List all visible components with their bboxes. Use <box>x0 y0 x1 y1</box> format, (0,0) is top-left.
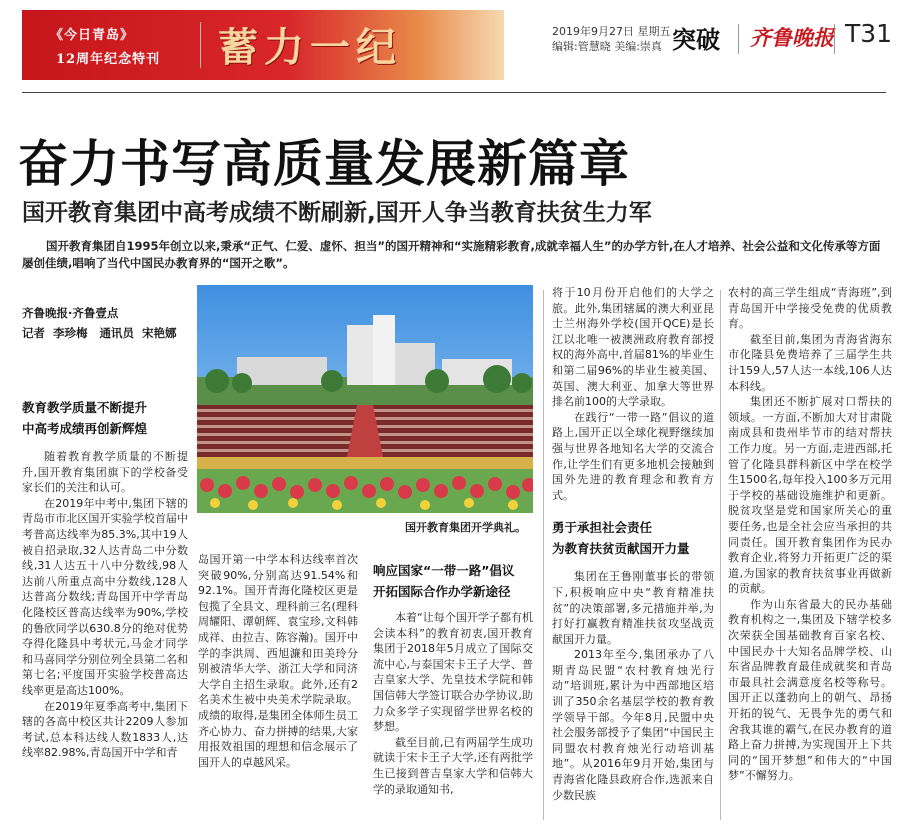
paragraph: 截至目前,已有两届学生成功就读于宋卡王子大学,还有两批学生已接到普吉皇家大学和信韩大学的录取通知书, <box>373 735 533 796</box>
article-body <box>373 610 533 797</box>
calligraphy-title: 蓄力一纪 <box>218 24 402 71</box>
paragraph: 农村的高三学生组成“青海班”,到青岛国开中学接受免费的优质教育。 <box>728 286 892 331</box>
date-info <box>552 24 671 54</box>
section-kicker: 开拓国际合作办学新途径 <box>373 584 511 599</box>
byline-org: 齐鲁晚报·齐鲁壹点 <box>22 306 119 320</box>
banner-divider <box>200 22 201 68</box>
masthead-banner <box>22 10 504 80</box>
paragraph: 作为山东省最大的民办基础教育机构之一,集团及下辖学校多次荣获全国基础教育百家名校、中国民办十大知名品牌学校、山东省品牌教育最佳成就奖和青岛市最具社会满意度名校等称号。国开正以蓬勃向上的朝气、昂扬开拓的锐气、无畏争先的勇气和舍我其谁的霸气,在民办教育的道路上奋力拼搏,为实现国开上下共同的“国开梦想”和伟大的“中国梦”不懈努力。 <box>728 597 892 783</box>
section-name: 突破 <box>672 26 720 54</box>
headline: 奋力书写高质量发展新篇章 <box>18 135 630 193</box>
correspondent-label: 通讯员 <box>99 326 135 340</box>
editor-credit: 编辑:管慧晓 美编:崇真 <box>552 40 662 53</box>
byline <box>22 325 177 341</box>
article-body <box>552 285 714 503</box>
column-4 <box>552 285 714 803</box>
paragraph: 2013年至今,集团承办了八期青岛民盟“农村教育烛光行动”培训班,累计为中西部地区培训了350余名基层学校的教育教学领导干部。今年8月,民盟中央社会服务部授予了集团“中国民主同盟农村教育烛光行动培训基地”。从2016年9月开始,集团与青海省化隆县政府合作,选派来自少数民族 <box>552 648 714 802</box>
section-kicker: 为教育扶贫贡献国开力量 <box>552 541 690 557</box>
correspondent-name: 宋艳娜 <box>142 326 177 340</box>
column-1 <box>22 397 188 761</box>
paragraph: 本着“让每个国开学子都有机会读本科”的教育初衷,国开教育集团于2018年5月成立了国际交流中心,与泰国宋卡王子大学、普吉皇家大学、先皇技术学院和韩国信韩大学签订联合办学协议,助力众多学子实现留学世界名校的梦想。 <box>373 611 533 734</box>
section-kicker: 教育教学质量不断提升 <box>22 400 148 415</box>
reporter-name: 李珍梅 <box>53 326 88 340</box>
column-divider <box>720 290 721 820</box>
reporter-label: 记者 <box>22 326 45 340</box>
lead-paragraph: 国开教育集团自1995年创立以来,秉承“正气、仁爱、虚怀、担当”的国开精神和“实施精彩教育,成就幸福人生”的办学方针,在人才培养、社会公益和文化传承等方面屡创佳绩,唱响了当代中国民办教育界的“国开之歌”。 <box>22 239 881 270</box>
article-body <box>552 569 714 803</box>
paragraph: 在践行“一带一路”倡议的道路上,国开正以全球化视野继续加强与世界各地知名大学的交流合作,让学生们有更多地机会接触到国外先进的教育理念和教育方式。 <box>552 410 714 502</box>
column-3 <box>373 560 533 797</box>
photo-illustration <box>197 285 533 513</box>
photo-caption: 国开教育集团开学典礼。 <box>405 521 526 534</box>
special-issue-title: 《今日青岛》 <box>50 28 135 43</box>
paragraph: 截至目前,集团为青海省海东市化隆县免费培养了三届学生共计159人,57人达一本线,106人达本科线。 <box>728 332 892 393</box>
paragraph: 集团在王鲁刚董事长的带领下,积极响应中央“教育精准扶贫”的决策部署,多元措施并举,为打好打赢教育精准扶贫攻坚战贡献国开力量。 <box>552 570 714 646</box>
issue-date: 2019年9月27日 星期五 <box>552 25 671 38</box>
article-body <box>22 449 188 761</box>
newspaper-logo: 齐鲁晚报 <box>750 25 834 50</box>
paragraph: 集团还不断扩展对口帮扶的领域。一方面,不断加大对甘肃陇南成县和贵州毕节市的结对帮扶工作力度。另一方面,走进西部,托管了化隆县群科新区中学在校学生1500名,每年投入100多万元用于学校的基础设施维护和更新。脱贫攻坚是党和国家所关心的重要任务,也是全社会应当承担的共同责任。国开教育集团作为民办教育企业,将努力开拓更广泛的渠道,为国家的教育扶贫事业再做新的贡献。 <box>728 395 892 596</box>
section-kicker: 勇于承担社会责任 <box>552 520 653 536</box>
subheadline: 国开教育集团中高考成绩不断刷新,国开人争当教育扶贫生力军 <box>22 200 652 226</box>
column-5 <box>728 285 892 784</box>
opening-ceremony-photo <box>197 285 533 513</box>
section-kicker: 响应国家“一带一路”倡议 <box>373 563 515 578</box>
column-divider <box>543 290 544 820</box>
header-rule <box>22 92 886 93</box>
paragraph: 在2019年中考中,集团下辖的青岛市市北区国开实验学校首届中考普高达线率为85.3%,其中19人被自招录取,32人达青岛二中分数线,31人达五十八中分数线,98人达前八所重点高中分数线,128人达普高分数线;青岛国开中学青岛化隆校区普高达线率为90%,学校的鲁欣同学以630.8分的绝对优势夺得化隆县中考状元,马金才同学和马喜同学分别位列全县第二名和第七名;平度国开实验学校普高达线率更是高达100%。 <box>22 496 188 697</box>
paragraph: 将于10月份开启他们的大学之旅。此外,集团辖属的澳大利亚昆士兰州海外学校(国开QCE)是长江以北唯一被澳洲政府教育部授权的海外高中,首届81%的毕业生和第二届96%的毕业生被美国、英国、澳大利亚、加拿大等世界排名前100的大学录取。 <box>552 286 714 409</box>
paragraph: 在2019年夏季高考中,集团下辖的各高中校区共计2209人参加考试,总本科达线人数1833人,达线率82.98%,青岛国开中学和青 <box>22 699 188 760</box>
section-kicker: 中高考成绩再创新辉煌 <box>22 421 148 436</box>
masthead-divider <box>834 24 835 54</box>
paragraph: 随着教育教学质量的不断提升,国开教育集团旗下的学校备受家长们的关注和认可。 <box>22 450 188 495</box>
masthead-divider <box>738 24 739 54</box>
column-2 <box>198 552 358 770</box>
page-number: T31 <box>845 19 893 48</box>
paragraph: 岛国开第一中学本科达线率首次突破90%,分别高达91.54%和92.1%。国开青海化隆校区更是包揽了全县文、理科前三名(理科周耀阳、谭朝辉、袁宝珍,文科韩成祥、由拉吉、陈容瀚)。国开中学的李洪周、西旭濂和田美玲分别被清华大学、浙江大学和同济大学自主招生录取。此外,还有2名美术生被中央美术学院录取。成绩的取得,是集团全体师生员工齐心协力、奋力拼搏的结果,大家用报效祖国的理想和信念展示了国开人的卓越风采。 <box>198 553 358 769</box>
special-issue-subtitle: 12周年纪念特刊 <box>56 52 161 67</box>
